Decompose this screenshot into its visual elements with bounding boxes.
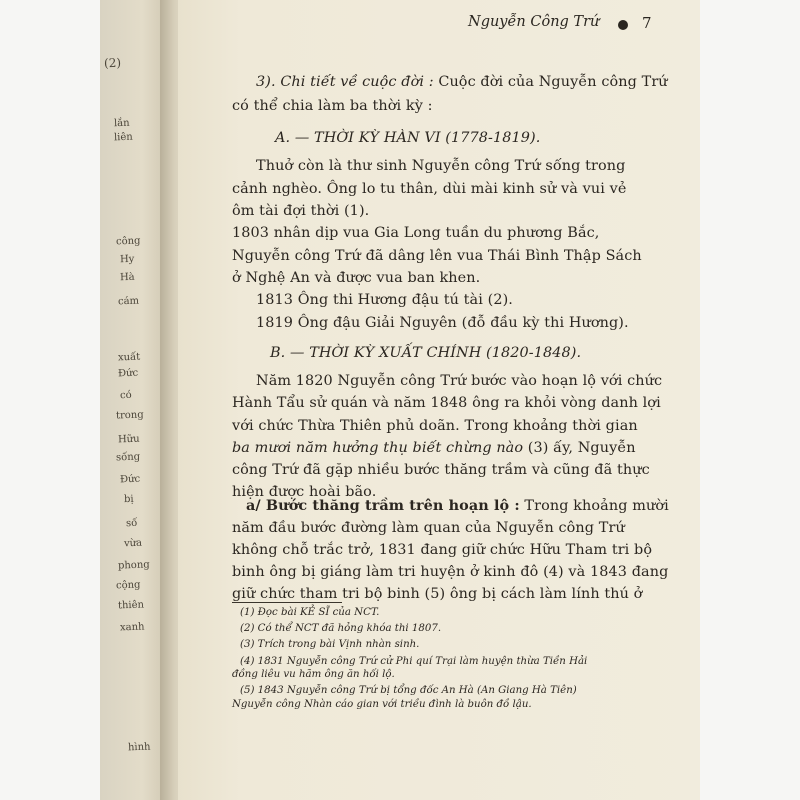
margin-fragment: có [119,389,132,402]
paragraph-line: Hành Tẩu sử quán và năm 1848 ông ra khỏi vòng danh lợi [232,395,661,411]
margin-fragment: Đức [117,367,139,380]
margin-fragment: hình [127,741,151,754]
footnote: (3) Trích trong bài Vịnh nhàn sinh. [240,639,420,650]
footnote: (5) 1843 Nguyễn công Trứ bị tổng đốc An Hà (An Giang Hà Tiên) [240,685,577,696]
paragraph-line [232,440,636,456]
paragraph-line: binh ông bị giáng làm tri huyện ở kinh đô (4) và 1843 đang [232,564,669,580]
margin-fragment: bị [123,493,134,506]
paragraph-line: giữ chức tham tri bộ binh (5) ông bị cách làm lính thú ở [232,586,643,602]
page-number: 7 [642,14,652,32]
section-intro-line [256,74,668,90]
margin-fragment: Hy [119,253,135,266]
paragraph-line: hiện được hoài bão. [232,484,377,500]
margin-fragment: trong [115,409,144,422]
paragraph-line: cảnh nghèo. Ông lo tu thân, dùi mài kinh sử và vui vẻ [232,181,627,197]
paragraph-line: ôm tài đợi thời (1). [232,203,370,219]
margin-fragment: Hà [119,271,135,284]
footnote: (1) Đọc bài KẺ SĨ của NCT. [240,607,380,618]
paragraph-line: Nguyễn công Trứ đã dâng lên vua Thái Bình Thập Sách [232,248,642,264]
heading-period-a: A. — THỜI KỲ HÀN VI (1778-1819). [275,130,541,146]
paragraph-line: năm đầu bước đường làm quan của Nguyễn công Trứ [232,520,625,536]
margin-fragment: công [115,235,141,248]
paragraph-line: ở Nghệ An và được vua ban khen. [232,270,481,286]
margin-fragment: số [125,517,138,530]
section-intro-text: Cuộc đời của Nguyễn công Trứ [433,74,668,90]
paragraph-text: (3) ấy, Nguyễn [523,440,636,456]
margin-fragment: vừa [123,537,143,550]
section-intro-label: 3). Chi tiết về cuộc đời : [256,74,434,90]
margin-fragment: xanh [119,621,145,634]
paragraph-line: không chỗ trắc trở, 1831 đang giữ chức Hữu Tham tri bộ [232,542,653,558]
margin-fragment: thiên [117,599,145,612]
footnote: Nguyễn công Nhàn cáo gian với triều đình là buôn đồ lậu. [232,699,532,710]
footnote: đồng liêu vu hãm ông ăn hối lộ. [232,669,395,680]
paragraph-line: Thuở còn là thư sinh Nguyễn công Trứ sống trong [256,158,626,174]
margin-fragment: Hữu [117,433,140,446]
margin-fragment: (2) [103,55,122,71]
paragraph-line: 1813 Ông thi Hương đậu tú tài (2). [256,292,513,308]
bullet-icon [618,20,628,30]
running-head-title: Nguyễn Công Trứ [468,14,600,30]
footnote-rule [232,602,342,603]
margin-fragment: lắn [113,117,130,130]
paragraph-line: 1819 Ông đậu Giải Nguyên (đỗ đầu kỳ thi Hương). [256,315,629,331]
margin-fragment: phong [117,559,150,572]
margin-fragment: liên [113,131,133,144]
margin-fragment: Đức [119,473,141,486]
paragraph-line: Năm 1820 Nguyễn công Trứ bước vào hoạn lộ với chức [256,373,663,389]
paragraph-line: với chức Thừa Thiên phủ doãn. Trong khoảng thời gian [232,418,638,434]
footnote: (2) Có thể NCT đã hỏng khóa thi 1807. [240,623,442,634]
footnote: (4) 1831 Nguyễn công Trứ cử Phi quí Trại làm huyện thừa Tiền Hải [240,656,588,667]
section-intro-line: có thể chia làm ba thời kỳ : [232,98,433,114]
paragraph-line: công Trứ đã gặp nhiều bước thăng trầm và cũng đã thực [232,462,650,478]
subsection-label: a/ Bước thăng trầm trên hoạn lộ : [246,497,520,514]
margin-fragment: sống [115,451,141,464]
paragraph-line [246,497,669,514]
margin-fragment: xuất [117,351,141,364]
margin-fragment: cám [117,295,140,308]
quoted-verse: ba mươi năm hưởng thụ biết chừng nào [232,440,524,456]
heading-period-b: B. — THỜI KỲ XUẤT CHÍNH (1820-1848). [270,345,582,361]
margin-fragment: cộng [115,579,141,592]
paragraph-line: 1803 nhân dịp vua Gia Long tuần du phương Bắc, [232,225,600,241]
paragraph-text: Trong khoảng mười [519,498,669,514]
